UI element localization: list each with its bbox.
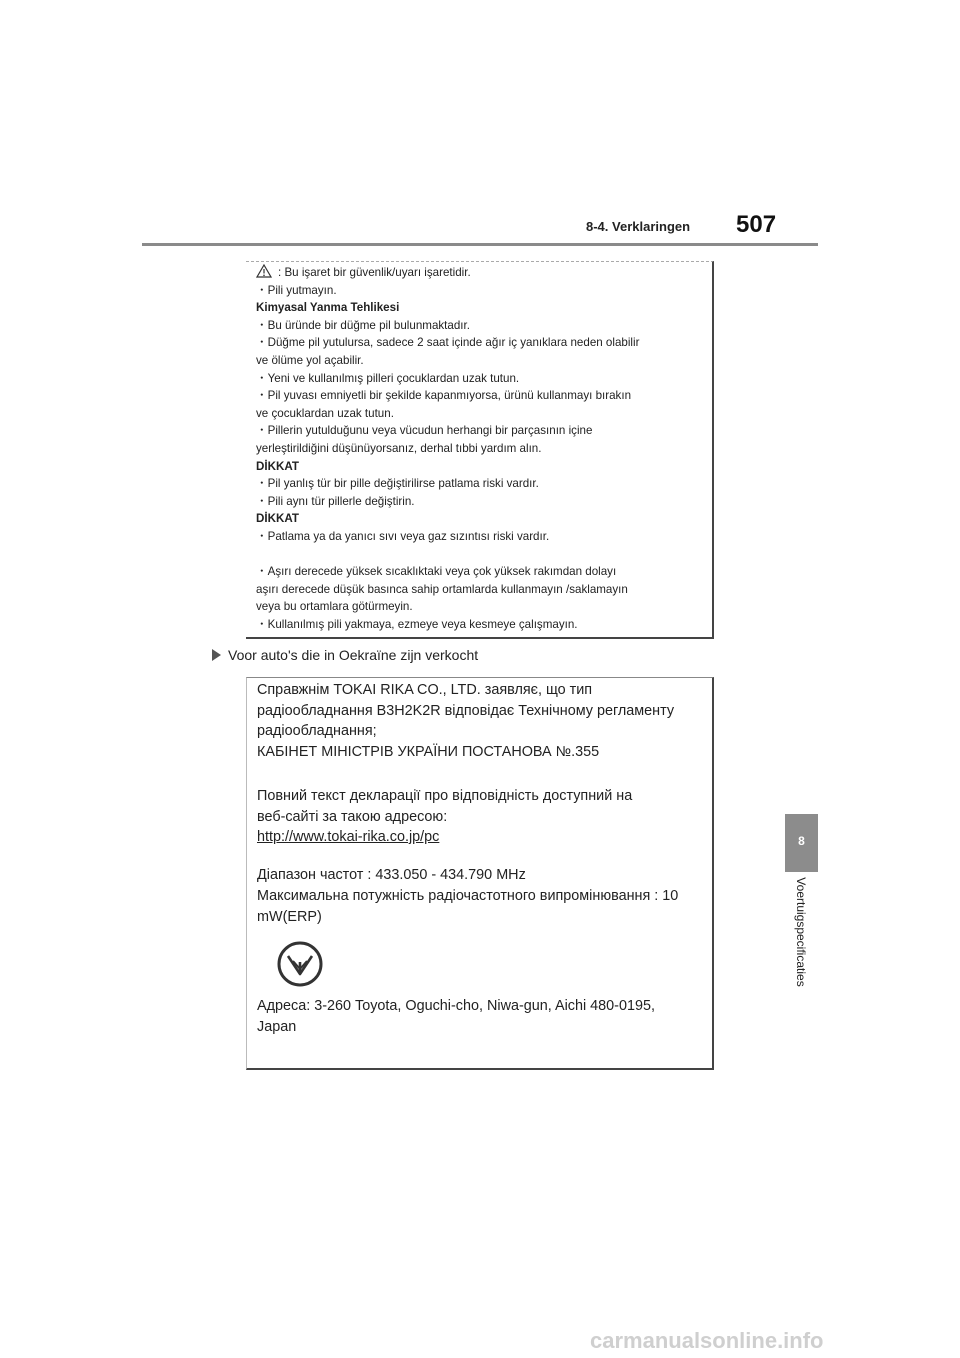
notice-line: ・Pil yanlış tür bir pille değiştirilirse patlama riski vardır.	[256, 477, 539, 491]
declaration-line: радіообладнання;	[257, 723, 377, 739]
notice-line: ・Bu üründe bir düğme pil bulunmaktadır.	[256, 318, 470, 332]
declaration-line: Справжнім TOKAI RIKA CO., LTD. заявляє, що тип	[257, 682, 593, 698]
subheading-text: Voor auto's die in Oekraïne zijn verkocht	[228, 647, 479, 663]
turkish-battery-notice	[246, 261, 714, 639]
notice-line: ve ölüme yol açabilir.	[256, 353, 364, 367]
ukraine-declaration	[246, 677, 714, 1070]
notice-line: ・Pili aynı tür pillerle değiştirin.	[256, 494, 415, 508]
address-line: Japan	[257, 1019, 297, 1035]
max-power: Максимальна потужність радіочастотного випромінювання : 10	[257, 888, 679, 904]
notice-line: ・Düğme pil yutulursa, sadece 2 saat içinde ağır iç yanıklara neden olabilir	[256, 336, 640, 350]
notice-line: ・Pili yutmayın.	[256, 283, 337, 297]
notice-line: ・Yeni ve kullanılmış pilleri çocuklardan uzak tutun.	[256, 371, 520, 385]
warning-symbol-text: : Bu işaret bir güvenlik/uyarı işaretidir.	[278, 266, 471, 279]
warning-symbol-line	[256, 264, 706, 282]
notice-line: aşırı derecede düşük basınca sahip ortamlarda kullanmayın /saklamayın	[256, 582, 628, 596]
declaration-line: радіообладнання B3H2K2R відповідає Технічному регламенту	[257, 703, 675, 719]
notice-line: ・Pillerin yutulduğunu veya vücudun herhangi bir parçasının içine	[256, 424, 593, 438]
declaration-url-link[interactable]: http://www.tokai-rika.co.jp/pc	[257, 829, 440, 845]
section-title: 8-4. Verklaringen	[586, 219, 691, 234]
notice-heading: DİKKAT	[256, 512, 299, 526]
page-number: 507	[736, 211, 777, 238]
notice-line: veya bu ortamlara götürmeyin.	[256, 600, 413, 614]
spacer	[256, 546, 706, 564]
notice-line: yerleştirildiğini düşünüyorsanız, derhal tıbbi yardım alın.	[256, 441, 542, 455]
frequency-range: Діапазон частот : 433.050 - 434.790 MHz	[257, 867, 526, 883]
notice-line: ve çocuklardan uzak tutun.	[256, 406, 394, 420]
notice-heading: DİKKAT	[256, 459, 299, 473]
arrow-right-icon	[212, 649, 221, 661]
declaration-line: КАБІНЕТ МІНІСТРІВ УКРАЇНИ ПОСТАНОВА №.355	[257, 744, 600, 760]
notice-heading: Kimyasal Yanma Tehlikesi	[256, 301, 400, 315]
notice-line: ・Kullanılmış pili yakmaya, ezmeye veya kesmeye çalışmayın.	[256, 617, 578, 631]
declaration-line: веб-сайті за такою адресою:	[257, 809, 448, 825]
subheading	[212, 647, 478, 663]
watermark: carmanualsonline.info	[590, 1328, 824, 1353]
max-power-unit: mW(ERP)	[257, 909, 322, 925]
chapter-tab-label: Voertuigspecificaties	[794, 877, 808, 987]
declaration-line: Повний текст декларації про відповідність доступний на	[257, 788, 633, 804]
notice-line: ・Patlama ya da yanıcı sıvı veya gaz sızıntısı riski vardır.	[256, 529, 550, 543]
notice-line: ・Aşırı derecede yüksek sıcaklıktaki veya çok yüksek rakımdan dolayı	[256, 565, 617, 579]
warning-triangle-icon	[256, 264, 272, 278]
address-line: Адреса: 3-260 Toyota, Oguchi-cho, Niwa-gun, Aichi 480-0195,	[257, 998, 655, 1014]
chapter-tab-number: 8	[798, 834, 805, 848]
header-divider	[142, 243, 818, 246]
chapter-tab	[785, 814, 818, 872]
ukrainian-conformity-mark-icon	[276, 940, 324, 988]
notice-line: ・Pil yuvası emniyetli bir şekilde kapanmıyorsa, ürünü kullanmayı bırakın	[256, 389, 632, 403]
